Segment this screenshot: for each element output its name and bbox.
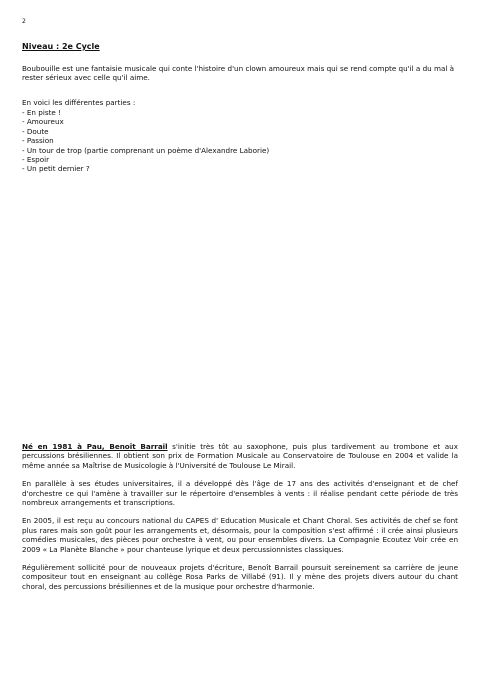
bio-paragraph-1 xyxy=(22,442,458,470)
bio-paragraph-2: En parallèle à ses études universitaires, il a développé dès l'âge de 17 ans des activités d'enseignant et de chef d'orchestre ce qui l'amène à travailler sur le répertoire d'ensembles à vents : il réalise pendant cette période de très nombreux arrangements et transcriptions. xyxy=(22,479,458,508)
bio-lead: Né en 1981 à Pau, Benoît Barrail xyxy=(22,442,168,451)
part-item: - En piste ! xyxy=(22,108,61,117)
bio-paragraph-3: En 2005, il est reçu au concours national du CAPES d' Education Musicale et Chant Choral. Ses activités de chef se font plus rares mais son goût pour les arrangements et, désormais, pour la composition s'est affirmé : il crée ainsi plusieurs comédies musicales, des pièces pour orchestre à vent, ou pour ensembles divers. La Compagnie Ecoutez Voir crée en 2009 « La Planète Blanche » pour chanteuse lyrique et deux percussionnistes classiques. xyxy=(22,516,458,554)
page-number: 2 xyxy=(22,18,26,25)
part-item: - Doute xyxy=(22,126,49,136)
bio-paragraph-1-text: s'initie très tôt au saxophone, puis plus tardivement au trombone et aux percussions brésiliennes. Il obtient son prix de Formation Musicale au Conservatoire de Toulouse en 2004 et valide la même année sa Maîtrise de Musicologie à l'Université de Toulouse Le Mirail. xyxy=(22,442,458,470)
intro-paragraph: Boubouille est une fantaisie musicale qui conte l'histoire d'un clown amoureux mais qui se rend compte qu'il a du mal à rester sérieux avec celle qu'il aime. xyxy=(22,64,455,83)
biography xyxy=(22,442,458,600)
bio-paragraph-4: Régulièrement sollicité pour de nouveaux projets d'écriture, Benoît Barrail poursuit sereinement sa carrière de jeune compositeur tout en enseignant au collège Rosa Parks de Villabé (91). Il y mène des projets divers autour du chant choral, des percussions brésiliennes et de la musique pour orchestre d'harmonie. xyxy=(22,563,458,591)
parts-intro: En voici les différentes parties : xyxy=(22,98,136,107)
part-item: - Un petit dernier ? xyxy=(22,164,90,174)
part-item: - Espoir xyxy=(22,155,50,165)
part-item: - Passion xyxy=(22,136,54,146)
level-heading: Niveau : 2e Cycle xyxy=(22,42,100,51)
part-item: - Amoureux xyxy=(22,117,64,127)
parts-list xyxy=(22,108,269,174)
part-item: - Un tour de trop (partie comprenant un poème d'Alexandre Laborie) xyxy=(22,145,270,155)
